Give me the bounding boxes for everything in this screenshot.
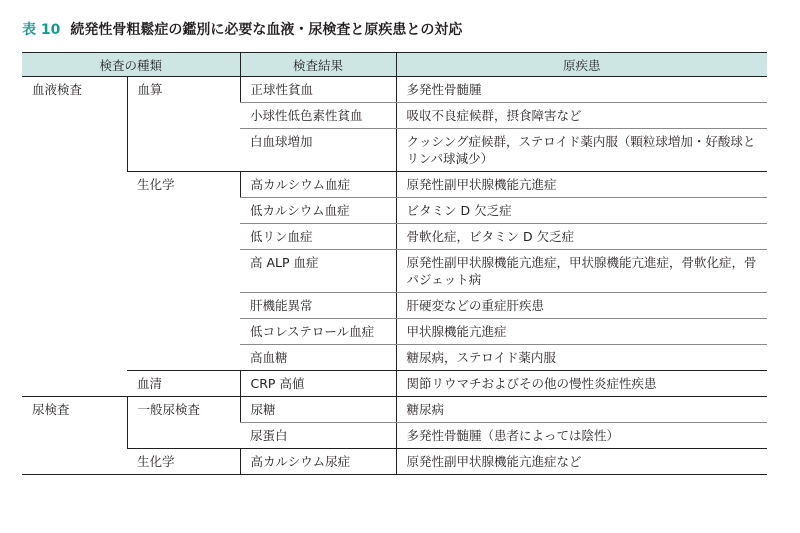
table-row xyxy=(22,449,767,475)
table-row xyxy=(22,77,767,103)
disease-cell: クッシング症候群，ステロイド薬内服（顆粒球増加・好酸球とリンパ球減少） xyxy=(396,129,767,172)
subgroup-cell: 血算 xyxy=(127,77,240,172)
result-cell: 肝機能異常 xyxy=(240,293,396,319)
result-cell: 高 ALP 血症 xyxy=(240,250,396,293)
subgroup-cell: 一般尿検査 xyxy=(127,397,240,449)
disease-cell: 吸収不良症候群，摂食障害など xyxy=(396,103,767,129)
disease-cell: 糖尿病 xyxy=(396,397,767,423)
category-cell: 尿検査 xyxy=(22,397,127,475)
result-cell: 高カルシウム血症 xyxy=(240,172,396,198)
disease-cell: 原発性副甲状腺機能亢進症，甲状腺機能亢進症，骨軟化症，骨パジェット病 xyxy=(396,250,767,293)
subgroup-cell: 生化学 xyxy=(127,172,240,371)
disease-cell: 肝硬変などの重症肝疾患 xyxy=(396,293,767,319)
disease-cell: 関節リウマチおよびその他の慢性炎症性疾患 xyxy=(396,371,767,397)
disease-cell: 多発性骨髄腫 xyxy=(396,77,767,103)
result-cell: 小球性低色素性貧血 xyxy=(240,103,396,129)
subgroup-cell: 生化学 xyxy=(127,449,240,475)
header-row xyxy=(22,53,767,77)
category-cell: 血液検査 xyxy=(22,77,127,397)
result-cell: 低コレステロール血症 xyxy=(240,319,396,345)
disease-cell: 糖尿病，ステロイド薬内服 xyxy=(396,345,767,371)
result-cell: 尿糖 xyxy=(240,397,396,423)
disease-cell: 甲状腺機能亢進症 xyxy=(396,319,767,345)
result-cell: 低カルシウム血症 xyxy=(240,198,396,224)
disease-cell: 骨軟化症，ビタミン D 欠乏症 xyxy=(396,224,767,250)
table-caption xyxy=(22,20,462,40)
result-cell: 正球性貧血 xyxy=(240,77,396,103)
disease-cell: ビタミン D 欠乏症 xyxy=(396,198,767,224)
table-row xyxy=(22,371,767,397)
header-result: 検査結果 xyxy=(240,53,396,77)
result-cell: 尿蛋白 xyxy=(240,423,396,449)
header-type: 検査の種類 xyxy=(22,53,240,77)
disease-cell: 原発性副甲状腺機能亢進症など xyxy=(396,449,767,475)
result-cell: 高血糖 xyxy=(240,345,396,371)
result-cell: 高カルシウム尿症 xyxy=(240,449,396,475)
table-row xyxy=(22,397,767,423)
table-row xyxy=(22,172,767,198)
result-cell: 低リン血症 xyxy=(240,224,396,250)
result-cell: CRP 高値 xyxy=(240,371,396,397)
disease-cell: 原発性副甲状腺機能亢進症 xyxy=(396,172,767,198)
table-number: 表 10 xyxy=(22,22,61,38)
subgroup-cell: 血清 xyxy=(127,371,240,397)
result-cell: 白血球増加 xyxy=(240,129,396,172)
disease-cell: 多発性骨髄腫（患者によっては陰性） xyxy=(396,423,767,449)
table-title: 続発性骨粗鬆症の鑑別に必要な血液・尿検査と原疾患との対応 xyxy=(70,22,463,38)
header-disease: 原疾患 xyxy=(396,53,767,77)
diagnosis-table xyxy=(22,52,767,475)
